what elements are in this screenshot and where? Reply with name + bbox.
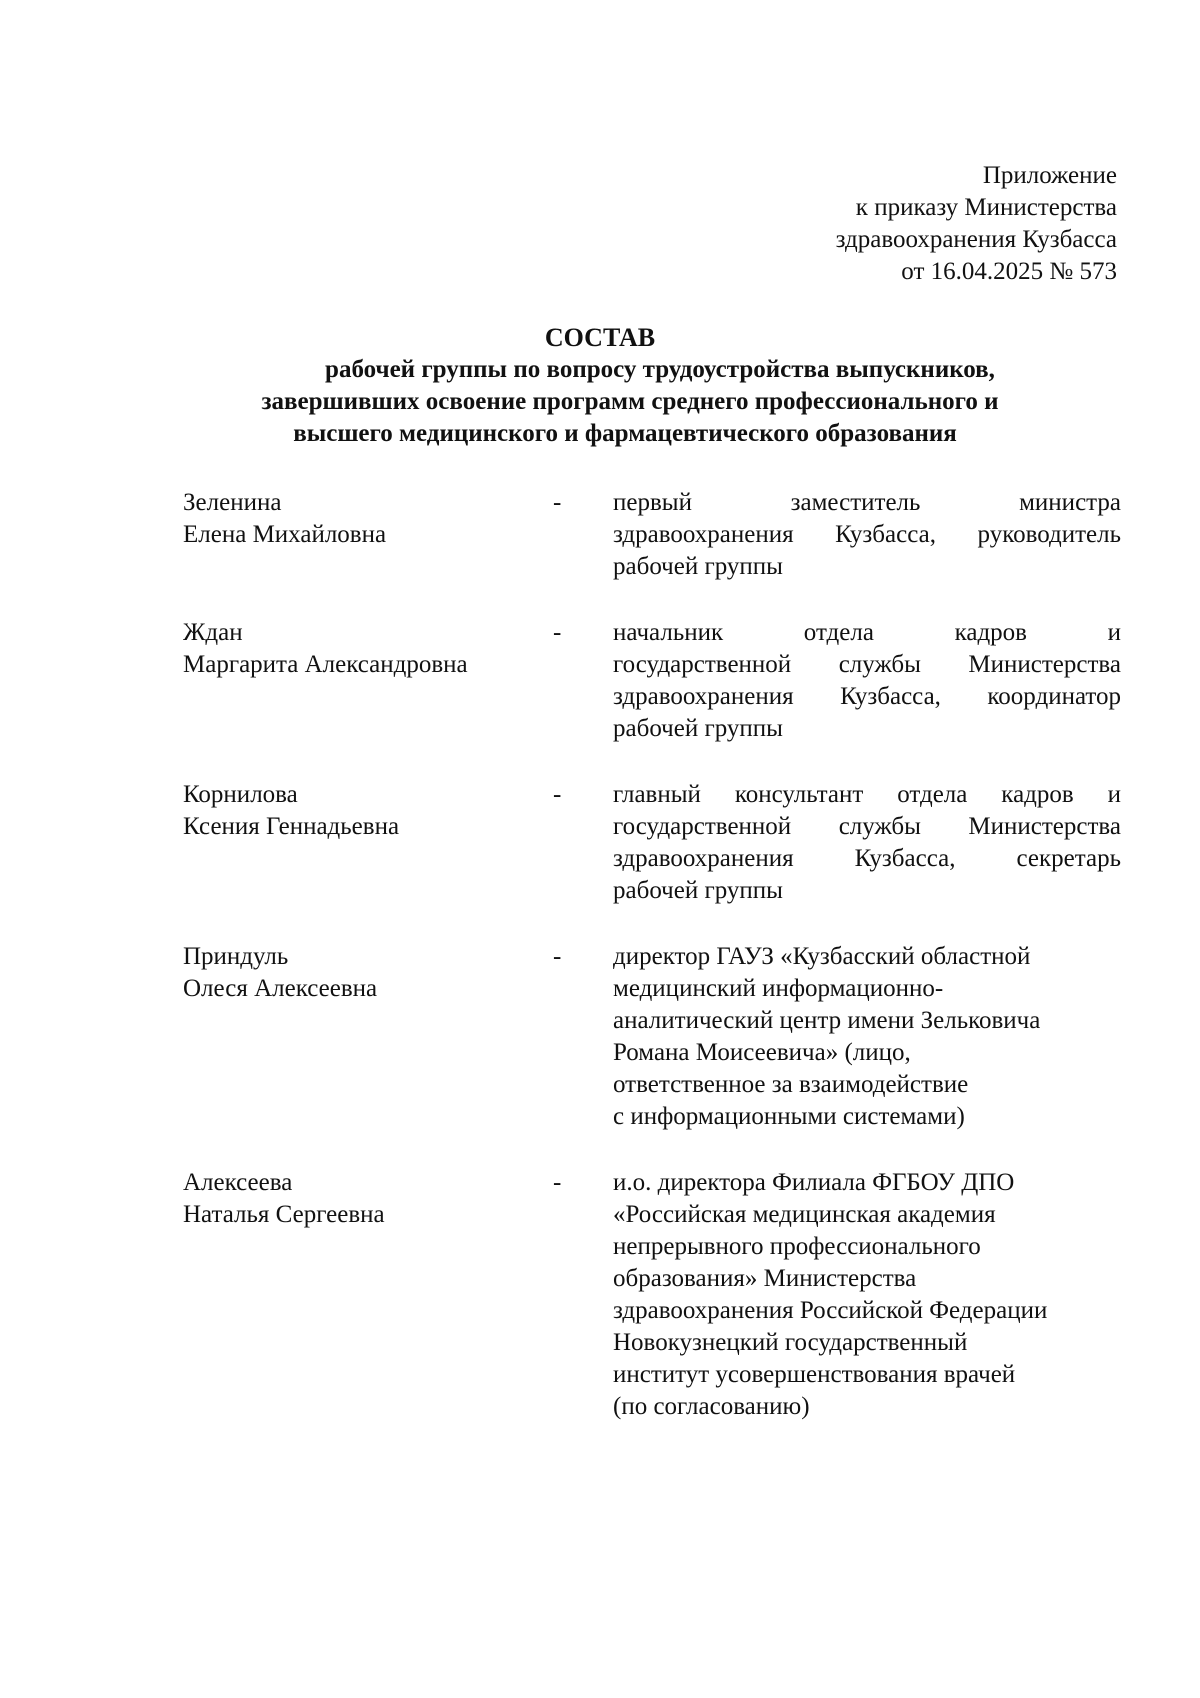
member-role	[613, 1167, 1121, 1423]
member-role-line: (по согласованию)	[613, 1393, 810, 1420]
member-role-line: Романа Моисеевича» (лицо,	[613, 1039, 911, 1066]
heading-subtitle-line: завершивших освоение программ среднего профессионального и	[261, 388, 999, 415]
member-name	[183, 1167, 553, 1423]
member-role	[613, 779, 1121, 907]
member-role-line: рабочей группы	[613, 877, 783, 904]
member-role-line: государственной службы Министерства	[613, 813, 1121, 840]
members-list	[183, 487, 1121, 1457]
appendix-line: от 16.04.2025 № 573	[901, 258, 1117, 285]
member-given-name: Елена Михайловна	[183, 521, 387, 548]
member-role-line: медицинский информационно-	[613, 975, 944, 1002]
member-entry	[183, 941, 1103, 1133]
member-surname: Ждан	[183, 619, 243, 646]
member-entry	[183, 617, 1121, 745]
member-role-line: здравоохранения Российской Федерации	[613, 1297, 1048, 1324]
member-role-line: с информационными системами)	[613, 1103, 965, 1130]
member-role-line: начальник отдела кадров и	[613, 619, 1121, 646]
appendix-line: Приложение	[982, 162, 1117, 189]
member-given-name: Олеся Алексеевна	[183, 975, 378, 1002]
member-role-line: образования» Министерства	[613, 1265, 917, 1292]
member-role-line: рабочей группы	[613, 553, 783, 580]
member-surname: Корнилова	[183, 781, 298, 808]
member-separator: -	[553, 943, 562, 970]
appendix-line: здравоохранения Кузбасса	[835, 226, 1117, 253]
heading-subtitle-line: высшего медицинского и фармацевтического образования	[293, 420, 957, 447]
heading-subtitle-line: рабочей группы по вопросу трудоустройства выпускников,	[325, 356, 995, 383]
document-title: СОСТАВ	[544, 323, 656, 352]
member-name	[183, 487, 553, 583]
appendix-header	[836, 160, 1117, 288]
member-entry	[183, 487, 1121, 583]
member-role-line: аналитический центр имени Зельковича	[613, 1007, 1041, 1034]
appendix-line: к приказу Министерства	[855, 194, 1117, 221]
member-role	[613, 617, 1121, 745]
member-role-line: здравоохранения Кузбасса, руководитель	[613, 521, 1121, 548]
member-role	[613, 487, 1121, 583]
member-role-line: рабочей группы	[613, 715, 783, 742]
member-name	[183, 617, 553, 745]
member-surname: Зеленина	[183, 489, 282, 516]
member-role-line: директор ГАУЗ «Кузбасский областной	[613, 943, 1031, 970]
member-separator: -	[553, 1169, 562, 1196]
member-role-line: «Российская медицинская академия	[613, 1201, 996, 1228]
member-role-line: непрерывного профессионального	[613, 1233, 981, 1260]
member-name	[183, 941, 553, 1133]
member-role-line: и.о. директора Филиала ФГБОУ ДПО	[613, 1169, 1015, 1196]
member-role-line: первый заместитель министра	[613, 489, 1121, 516]
member-given-name: Наталья Сергеевна	[183, 1201, 385, 1228]
member-role-line: Новокузнецкий государственный	[613, 1329, 968, 1356]
member-given-name: Ксения Геннадьевна	[183, 813, 400, 840]
member-entry	[183, 1167, 1103, 1423]
member-role-line: ответственное за взаимодействие	[613, 1071, 969, 1098]
member-role-line: здравоохранения Кузбасса, секретарь	[613, 845, 1121, 872]
member-surname: Алексеева	[183, 1169, 293, 1196]
member-role	[613, 941, 1121, 1133]
member-surname: Приндуль	[183, 943, 289, 970]
member-separator: -	[553, 781, 562, 808]
member-name	[183, 779, 553, 907]
document-heading	[0, 322, 1200, 450]
member-role-line: здравоохранения Кузбасса, координатор	[613, 683, 1121, 710]
member-separator: -	[553, 619, 562, 646]
member-role-line: институт усовершенствования врачей	[613, 1361, 1016, 1388]
member-role-line: главный консультант отдела кадров и	[613, 781, 1121, 808]
member-role-line: государственной службы Министерства	[613, 651, 1121, 678]
member-entry	[183, 779, 1121, 907]
member-given-name: Маргарита Александровна	[183, 651, 468, 678]
member-separator: -	[553, 489, 562, 516]
